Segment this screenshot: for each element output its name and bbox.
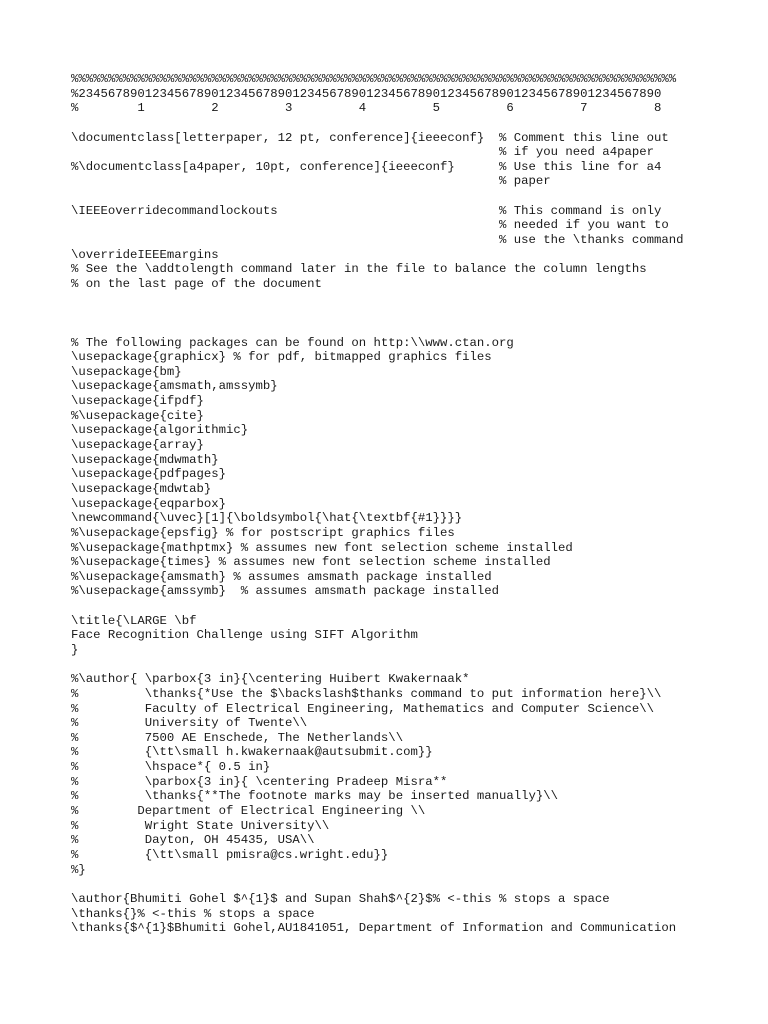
source-line: % on the last page of the document — [71, 276, 322, 291]
source-line: \usepackage{mdwmath} — [71, 452, 219, 467]
source-line — [71, 116, 761, 131]
source-line: \usepackage{graphicx} % for pdf, bitmapped graphics files — [71, 350, 492, 365]
source-line: % The following packages can be found on http:\\www.ctan.org — [71, 335, 514, 350]
source-line: % {\tt\small h.kwakernaak@autsubmit.com}} — [71, 745, 433, 760]
source-line: \usepackage{array} — [71, 438, 204, 453]
source-line: \newcommand{\uvec}[1]{\boldsymbol{\hat{\textbf{#1}}}} — [71, 511, 463, 526]
source-line: \thanks{}% <-this % stops a space — [71, 906, 315, 921]
source-line: \usepackage{ifpdf} — [71, 394, 204, 409]
source-line: % Dayton, OH 45435, USA\\ — [71, 833, 315, 848]
source-line: % needed if you want to — [71, 218, 669, 233]
latex-source-page — [71, 72, 761, 936]
source-line: \overrideIEEEmargins — [71, 247, 219, 262]
source-line: % Wright State University\\ — [71, 818, 330, 833]
source-line: \title{\LARGE \bf — [71, 613, 197, 628]
source-line: % 7500 AE Enschede, The Netherlands\\ — [71, 730, 404, 745]
source-line: %%%%%%%%%%%%%%%%%%%%%%%%%%%%%%%%%%%%%%%%%%%%%%%%%%%%%%%%%%%%%%%%%%%%%%%%%%%%%%%%%% — [71, 72, 677, 86]
source-line: % paper — [71, 174, 551, 189]
source-line: \usepackage{bm} — [71, 364, 182, 379]
source-line: % 1 2 3 4 5 6 7 8 — [71, 101, 662, 116]
source-line — [71, 599, 761, 614]
source-line: % Faculty of Electrical Engineering, Mathematics and Computer Science\\ — [71, 701, 654, 716]
source-line: % See the \addtolength command later in the file to balance the column lengths — [71, 262, 647, 277]
source-line: \usepackage{eqparbox} — [71, 496, 226, 511]
source-line: % if you need a4paper — [71, 145, 654, 160]
source-line: \usepackage{pdfpages} — [71, 467, 226, 482]
source-line: \thanks{$^{1}$Bhumiti Gohel,AU1841051, Department of Information and Communication — [71, 921, 677, 936]
source-line: % \parbox{3 in}{ \centering Pradeep Misra** — [71, 774, 448, 789]
source-line: %\usepackage{cite} — [71, 408, 204, 423]
source-line: % \thanks{*Use the $\backslash$thanks command to put information here}\\ — [71, 686, 662, 701]
source-line: %} — [71, 862, 86, 877]
source-line: } — [71, 642, 79, 657]
source-line: % {\tt\small pmisra@cs.wright.edu}} — [71, 847, 389, 862]
source-line: % \hspace*{ 0.5 in} — [71, 760, 271, 775]
source-line: \usepackage{algorithmic} — [71, 423, 249, 438]
source-line: % use the \thanks command — [71, 233, 684, 248]
source-line — [71, 189, 761, 204]
source-line: %\usepackage{mathptmx} % assumes new font selection scheme installed — [71, 540, 573, 555]
source-line — [71, 877, 761, 892]
source-line: %\author{ \parbox{3 in}{\centering Huibert Kwakernaak* — [71, 672, 470, 687]
source-line: %\usepackage{epsfig} % for postscript graphics files — [71, 525, 455, 540]
source-line: \usepackage{mdwtab} — [71, 481, 212, 496]
source-line: \IEEEoverridecommandlockouts % This command is only — [71, 203, 662, 218]
source-line: \documentclass[letterpaper, 12 pt, conference]{ieeeconf} % Comment this line out — [71, 130, 669, 145]
source-line: Face Recognition Challenge using SIFT Algorithm — [71, 628, 418, 643]
source-line — [71, 306, 761, 321]
source-line: %\documentclass[a4paper, 10pt, conference]{ieeeconf} % Use this line for a4 — [71, 159, 662, 174]
source-line — [71, 292, 761, 307]
source-line: \author{Bhumiti Gohel $^{1}$ and Supan Shah$^{2}$% <-this % stops a space — [71, 891, 610, 906]
source-line: %\usepackage{amssymb} % assumes amsmath package installed — [71, 584, 500, 599]
source-line: \usepackage{amsmath,amssymb} — [71, 379, 278, 394]
source-line: % University of Twente\\ — [71, 716, 308, 731]
source-line: %2345678901234567890123456789012345678901234567890123456789012345678901234567890 — [71, 86, 662, 101]
source-line — [71, 658, 761, 673]
source-line: % Department of Electrical Engineering \\ — [71, 804, 426, 819]
source-line: %\usepackage{amsmath} % assumes amsmath package installed — [71, 569, 492, 584]
source-line: % \thanks{**The footnote marks may be inserted manually}\\ — [71, 789, 559, 804]
source-line: %\usepackage{times} % assumes new font selection scheme installed — [71, 555, 551, 570]
source-line — [71, 321, 761, 336]
